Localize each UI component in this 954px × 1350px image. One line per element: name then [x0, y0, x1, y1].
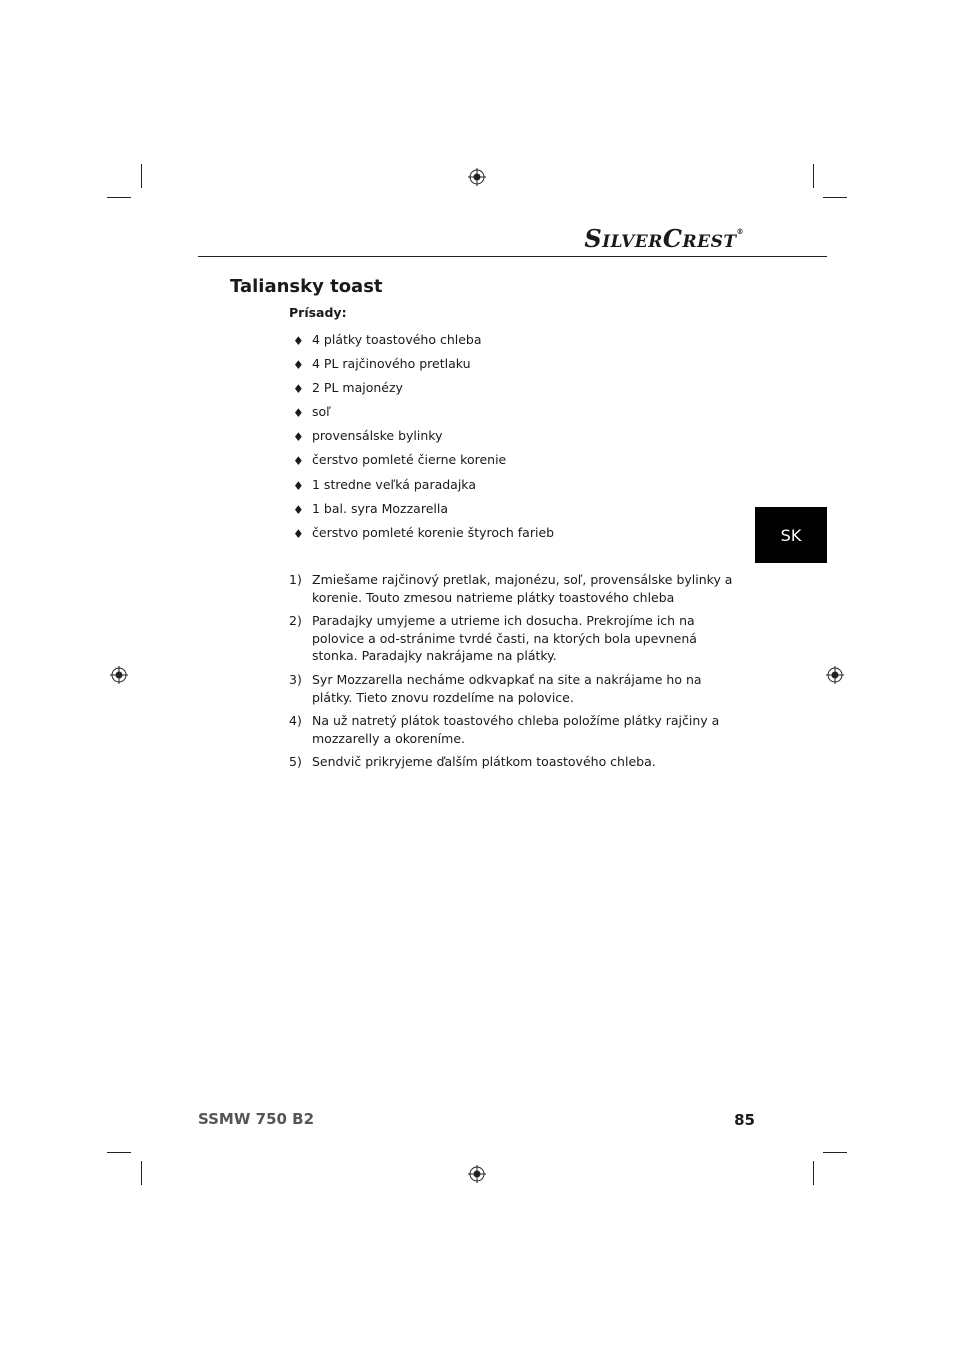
crop-mark	[823, 197, 847, 198]
list-item: ♦ 2 PL majonézy	[293, 380, 403, 397]
crop-mark	[813, 164, 814, 188]
list-item: ♦ čerstvo pomleté korenie štyroch farieb	[293, 524, 555, 541]
registration-mark-icon	[468, 168, 486, 186]
diamond-bullet-icon: ♦	[293, 454, 304, 469]
step-item: 2) Paradajky umyjeme a utrieme ich dosucha. Prekrojíme ich na polovice a od-stránime tvrdé časti, na ktorých bola upevnená stonka. Paradajky nakrájame na plátky.	[289, 613, 697, 664]
registration-mark-icon	[110, 666, 128, 684]
page-number: 85	[734, 1111, 755, 1129]
model-number: SSMW 750 B2	[198, 1110, 315, 1128]
list-item: ♦ čerstvo pomleté čierne korenie	[293, 452, 507, 469]
crop-mark	[141, 1161, 142, 1185]
crop-mark	[107, 197, 131, 198]
ingredients-list	[292, 331, 554, 548]
list-item: ♦ provensálske bylinky	[293, 428, 443, 445]
diamond-bullet-icon: ♦	[293, 334, 304, 348]
crop-mark	[813, 1161, 814, 1185]
diamond-bullet-icon: ♦	[293, 358, 304, 373]
list-item: ♦ 1 bal. syra Mozzarella	[293, 500, 448, 517]
step-item: 3) Syr Mozzarella necháme odkvapkať na site a nakrájame ho na plátky. Tieto znovu rozdelíme na polovice.	[289, 671, 702, 705]
diamond-bullet-icon: ♦	[293, 526, 304, 541]
brand-logo: SILVERCREST®	[584, 224, 744, 253]
language-tab: SK	[755, 507, 827, 563]
list-item: ♦ 4 PL rajčinového pretlaku	[293, 356, 471, 373]
list-item: ♦ 1 stredne veľká paradajka	[293, 476, 476, 493]
diamond-bullet-icon: ♦	[293, 502, 304, 517]
registration-mark-icon	[468, 1165, 486, 1183]
steps-list	[289, 571, 734, 777]
step-item: 4) Na už natretý plátok toastového chleba položíme plátky rajčiny a mozzarelly a okoreníme.	[289, 713, 720, 746]
crop-mark	[141, 164, 142, 188]
list-item: ♦ soľ	[293, 404, 331, 421]
page-title: Taliansky toast	[230, 276, 383, 297]
diamond-bullet-icon: ♦	[293, 382, 304, 397]
diamond-bullet-icon: ♦	[293, 406, 304, 421]
list-item: ♦ 4 plátky toastového chleba	[293, 332, 482, 348]
ingredients-heading: Prísady:	[289, 305, 347, 320]
header-rule	[198, 256, 827, 257]
diamond-bullet-icon: ♦	[293, 430, 304, 445]
step-item: 1) Zmiešame rajčinový pretlak, majonézu, soľ, provensálske bylinky a korenie. Touto zmesou natrieme plátky toastového chleba	[289, 572, 733, 605]
crop-mark	[823, 1152, 847, 1153]
diamond-bullet-icon: ♦	[293, 478, 304, 493]
crop-mark	[107, 1152, 131, 1153]
registration-mark-icon	[826, 666, 844, 684]
step-item: 5) Sendvič prikryjeme ďalším plátkom toastového chleba.	[289, 754, 656, 770]
